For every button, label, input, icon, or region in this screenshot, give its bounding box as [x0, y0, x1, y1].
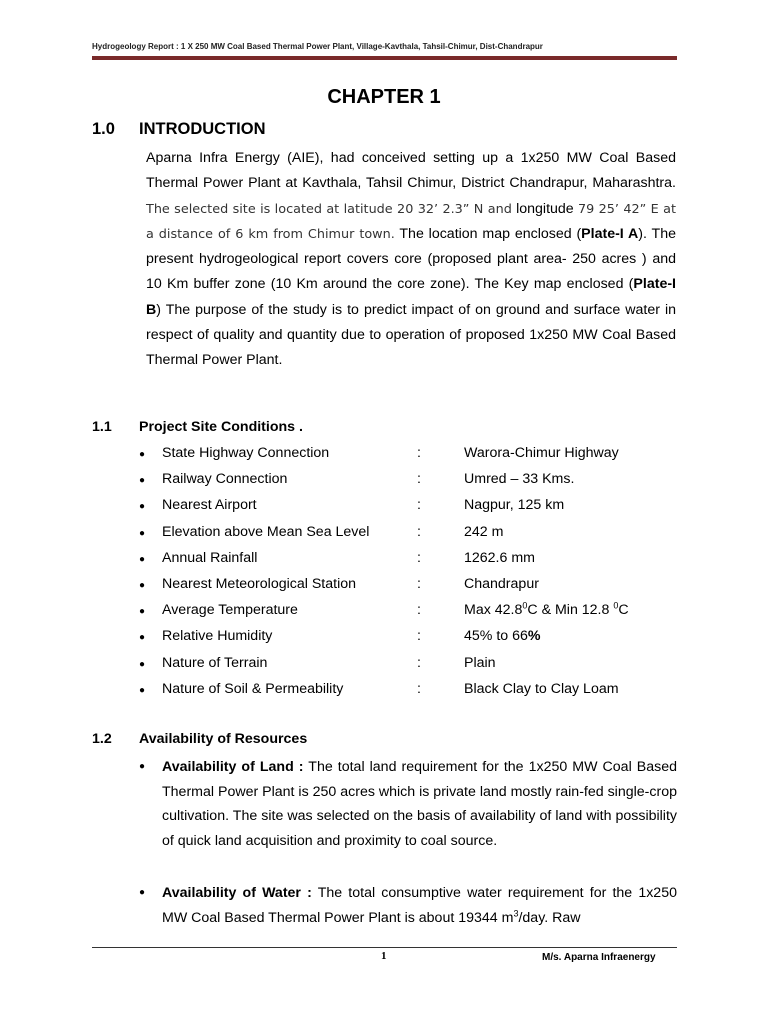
site-condition-label: Elevation above Mean Sea Level	[162, 523, 370, 540]
site-condition-row	[139, 524, 679, 550]
site-condition-colon: :	[417, 523, 421, 540]
intro-text-2: The selected site is located at latitude 20 32’ 2.3” N and	[146, 201, 512, 217]
site-condition-label: Relative Humidity	[162, 628, 273, 645]
footer-divider	[92, 947, 677, 948]
site-condition-value: 1262.6 mm	[464, 549, 535, 566]
site-condition-colon: :	[417, 654, 421, 671]
bullet-icon: ●	[139, 887, 146, 898]
plate-b-ref: Plate-I B	[146, 276, 676, 318]
site-condition-colon: :	[417, 497, 421, 514]
bullet-icon: ●	[139, 632, 146, 644]
section-number-site: 1.1	[92, 419, 112, 435]
bullet-icon: ●	[139, 475, 146, 487]
degree-superscript: 0	[613, 600, 619, 611]
water-paragraph	[162, 881, 677, 930]
section-number-resources: 1.2	[92, 731, 112, 747]
list-item-water	[139, 881, 677, 930]
section-title-site: Project Site Conditions .	[139, 419, 303, 435]
land-text: The total land requirement for the 1x250 MW Coal Based Thermal Power Plant is 250 acres which is private land mostly rain-fed single-crop cultivation. The site was selected on the basis of availability of land with possibility of quick land acquisition and proximity to coal source.	[162, 759, 677, 849]
section-title-intro: INTRODUCTION	[139, 120, 266, 138]
intro-text-7: ) The purpose of the study is to predict impact of on ground and surface water in respect of quality and quantity due to operation of proposed 1x250 MW Coal Based Thermal Power Plant.	[146, 301, 676, 369]
intro-text-1: Aparna Infra Energy (AIE), had conceived setting up a 1x250 MW Coal Based Thermal Power Plant at Kavthala, Tahsil Chimur, District Chandrapur, Maharashtra.	[146, 150, 676, 192]
bullet-icon: ●	[139, 684, 146, 696]
site-condition-colon: :	[417, 549, 421, 566]
bullet-icon: ●	[139, 501, 146, 513]
site-condition-label: State Highway Connection	[162, 445, 330, 461]
water-unit-superscript: 3	[513, 907, 519, 918]
site-condition-label: Nearest Meteorological Station	[162, 576, 356, 592]
intro-paragraph	[146, 146, 676, 374]
temp-min: C & Min 12.8	[527, 602, 614, 619]
intro-text-3: longitude	[516, 200, 574, 217]
site-condition-label: Nature of Terrain	[162, 654, 268, 671]
site-condition-colon: :	[417, 576, 421, 592]
site-condition-value: Umred – 33 Kms.	[464, 471, 575, 488]
temp-max: Max 42.8	[464, 602, 523, 619]
chapter-title: CHAPTER 1	[327, 86, 441, 108]
land-paragraph	[162, 755, 677, 853]
temp-unit: C	[618, 602, 629, 619]
footer-company: M/s. Aparna Infraenergy	[542, 952, 656, 963]
bullet-icon: ●	[139, 606, 146, 618]
degree-superscript: 0	[522, 600, 528, 611]
site-condition-value	[464, 602, 629, 618]
site-condition-colon: :	[417, 471, 421, 488]
water-text-end: /day. Raw	[518, 909, 581, 926]
section-title-resources: Availability of Resources	[139, 731, 308, 747]
list-item-land	[139, 755, 677, 853]
site-condition-label: Nearest Airport	[162, 497, 257, 514]
bullet-icon: ●	[139, 761, 146, 772]
bullet-icon: ●	[139, 658, 146, 670]
site-condition-label: Annual Rainfall	[162, 549, 258, 566]
site-condition-row	[139, 471, 679, 497]
site-condition-row	[139, 550, 679, 576]
humidity-value: 45% to 66	[464, 628, 528, 645]
intro-text-6: ). The present hydrogeological report covers core (proposed plant area- 250 acres ) and 10 Km buffer zone (10 Km around the core zone). The Key map enclosed (	[146, 225, 676, 293]
site-condition-colon: :	[417, 628, 421, 645]
page-number: 1	[381, 950, 387, 962]
section-number-intro: 1.0	[92, 120, 115, 138]
site-condition-value: Nagpur, 125 km	[464, 497, 565, 514]
site-condition-row	[139, 445, 679, 471]
bullet-icon: ●	[139, 553, 146, 565]
site-condition-row	[139, 655, 679, 681]
site-condition-row	[139, 497, 679, 523]
site-condition-value	[464, 628, 541, 644]
bullet-icon: ●	[139, 527, 146, 539]
site-condition-label: Average Temperature	[162, 602, 298, 619]
site-condition-colon: :	[417, 602, 421, 619]
site-condition-colon: :	[417, 445, 421, 461]
site-condition-colon: :	[417, 680, 421, 697]
humidity-percent: %	[527, 628, 541, 645]
site-condition-value: 242 m	[464, 523, 504, 540]
site-condition-row	[139, 681, 679, 707]
site-condition-value: Plain	[464, 654, 496, 671]
intro-text-5: The location map enclosed (	[399, 225, 582, 242]
site-condition-value: Warora-Chimur Highway	[464, 445, 619, 461]
water-text: The total consumptive water requirement for the 1x250 MW Coal Based Thermal Power Plant is about 19344 m	[162, 885, 677, 926]
site-condition-row	[139, 576, 679, 602]
water-heading: Availability of Water :	[162, 885, 312, 901]
site-condition-value: Black Clay to Clay Loam	[464, 680, 619, 697]
running-header: Hydrogeology Report : 1 X 250 MW Coal Based Thermal Power Plant, Village-Kavthala, Tahsil-Chimur, Dist-Chandrapur	[92, 42, 543, 51]
land-heading: Availability of Land :	[162, 759, 304, 775]
site-condition-value: Chandrapur	[464, 576, 539, 592]
site-condition-row	[139, 602, 679, 628]
site-condition-label: Nature of Soil & Permeability	[162, 680, 344, 697]
intro-text-4: 79 25’ 42” E at a distance of 6 km from Chimur town.	[146, 201, 676, 242]
plate-a-ref: Plate-I A	[581, 225, 639, 242]
header-divider	[92, 56, 677, 60]
bullet-icon: ●	[139, 449, 146, 460]
site-condition-label: Railway Connection	[162, 471, 288, 488]
site-condition-row	[139, 628, 679, 654]
bullet-icon: ●	[139, 580, 146, 591]
